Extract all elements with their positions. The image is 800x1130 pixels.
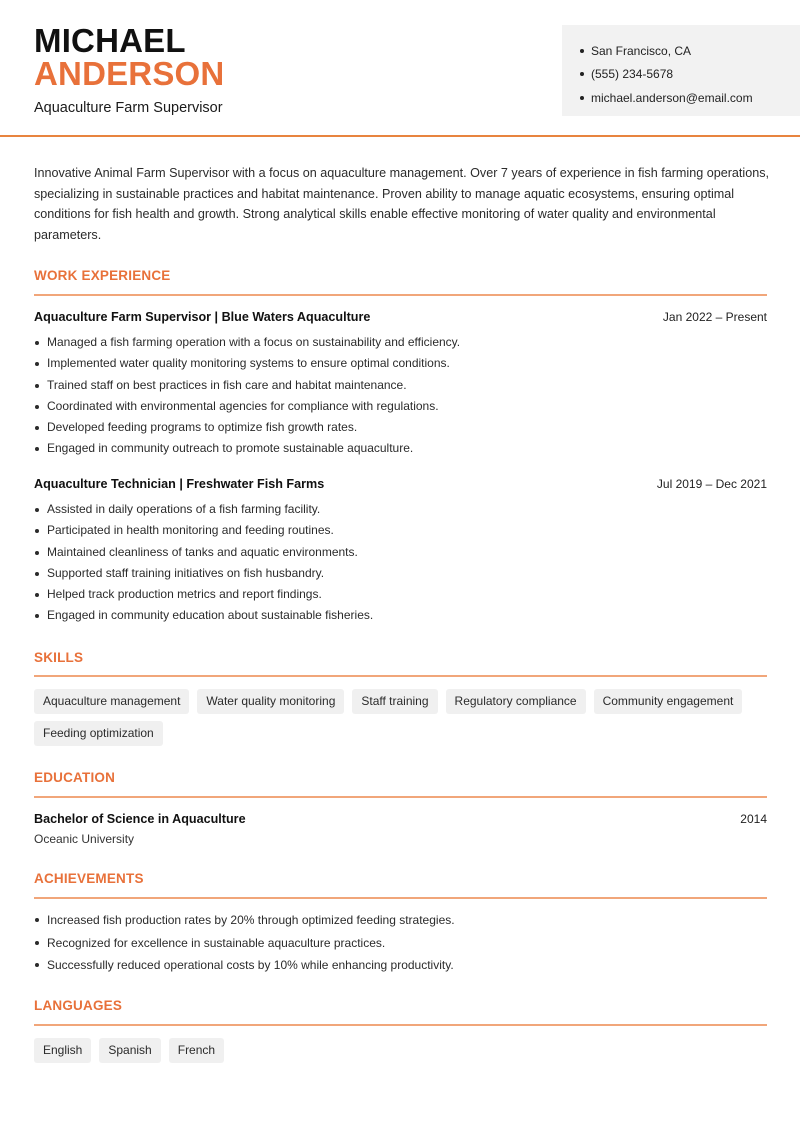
list-item: Engaged in community outreach to promote sustainable aquaculture.	[34, 438, 769, 459]
languages-list	[34, 1038, 774, 1063]
section-divider	[34, 294, 767, 296]
school-name: Oceanic University	[34, 832, 135, 846]
section-title-work: WORK EXPERIENCE	[34, 268, 171, 283]
list-item: Increased fish production rates by 20% through optimized feeding strategies.	[34, 909, 769, 932]
email-text[interactable]: michael.anderson@email.com	[591, 90, 753, 105]
list-item: Developed feeding programs to optimize fish growth rates.	[34, 417, 769, 438]
list-item: Managed a fish farming operation with a focus on sustainability and efficiency.	[34, 332, 769, 353]
list-item: Assisted in daily operations of a fish farming facility.	[34, 499, 769, 520]
list-item: Trained staff on best practices in fish care and habitat maintenance.	[34, 375, 769, 396]
section-divider	[34, 675, 767, 677]
skill-tag: Feeding optimization	[34, 721, 163, 746]
list-item: Implemented water quality monitoring systems to ensure optimal conditions.	[34, 353, 769, 374]
job-bullets	[34, 332, 769, 460]
job-entry-dates: Jul 2019 – Dec 2021	[656, 477, 767, 491]
section-divider	[34, 796, 767, 798]
contact-phone	[562, 63, 800, 87]
section-title-skills: SKILLS	[34, 650, 84, 665]
section-divider	[34, 1024, 767, 1026]
list-item: Successfully reduced operational costs by 10% while enhancing productivity.	[34, 954, 769, 977]
list-item: Participated in health monitoring and feeding routines.	[34, 520, 769, 541]
degree-year: 2014	[740, 812, 767, 826]
location-text: San Francisco, CA	[591, 43, 692, 58]
skill-tag: Regulatory compliance	[446, 689, 586, 714]
job-title: Aquaculture Farm Supervisor	[34, 100, 223, 116]
skill-tag: Community engagement	[594, 689, 743, 714]
list-item: Coordinated with environmental agencies for compliance with regulations.	[34, 396, 769, 417]
section-divider	[34, 897, 767, 899]
language-tag: French	[169, 1038, 224, 1063]
contact-email[interactable]	[562, 86, 800, 110]
job-entry-title: Aquaculture Farm Supervisor | Blue Waters Aquaculture	[34, 310, 371, 324]
bullet-icon	[580, 72, 584, 76]
job-entry-dates: Jan 2022 – Present	[662, 310, 767, 324]
achievement-bullets	[34, 909, 769, 977]
language-tag: Spanish	[99, 1038, 160, 1063]
contact-box	[562, 25, 800, 116]
resume-header	[0, 0, 800, 137]
skill-tag: Water quality monitoring	[197, 689, 344, 714]
phone-text: (555) 234-5678	[591, 67, 674, 82]
list-item: Maintained cleanliness of tanks and aquatic environments.	[34, 542, 769, 563]
language-tag: English	[34, 1038, 91, 1063]
section-title-languages: LANGUAGES	[34, 998, 123, 1013]
last-name: ANDERSON	[34, 55, 225, 92]
job-bullets	[34, 499, 769, 627]
section-title-achievements: ACHIEVEMENTS	[34, 871, 144, 886]
contact-location	[562, 39, 800, 63]
skills-list	[34, 689, 774, 746]
bullet-icon	[580, 49, 584, 53]
section-title-education: EDUCATION	[34, 770, 116, 785]
list-item: Recognized for excellence in sustainable aquaculture practices.	[34, 932, 769, 955]
job-entry-title: Aquaculture Technician | Freshwater Fish Farms	[34, 477, 325, 491]
skill-tag: Staff training	[352, 689, 437, 714]
degree-title: Bachelor of Science in Aquaculture	[34, 812, 246, 826]
bullet-icon	[580, 96, 584, 100]
list-item: Engaged in community education about sustainable fisheries.	[34, 605, 769, 626]
list-item: Supported staff training initiatives on fish husbandry.	[34, 563, 769, 584]
skill-tag: Aquaculture management	[34, 689, 189, 714]
first-name: MICHAEL	[34, 22, 186, 59]
list-item: Helped track production metrics and report findings.	[34, 584, 769, 605]
summary: Innovative Animal Farm Supervisor with a focus on aquaculture management. Over 7 years of experience in fish farming operations, specializing in sustainable practices and habitat maintenance. Proven ability to manage aquatic ecosystems, ensuring optimal conditions for fish health and growth. Strong analytical skills enable effective monitoring of water quality and environmental parameters.	[34, 166, 770, 243]
